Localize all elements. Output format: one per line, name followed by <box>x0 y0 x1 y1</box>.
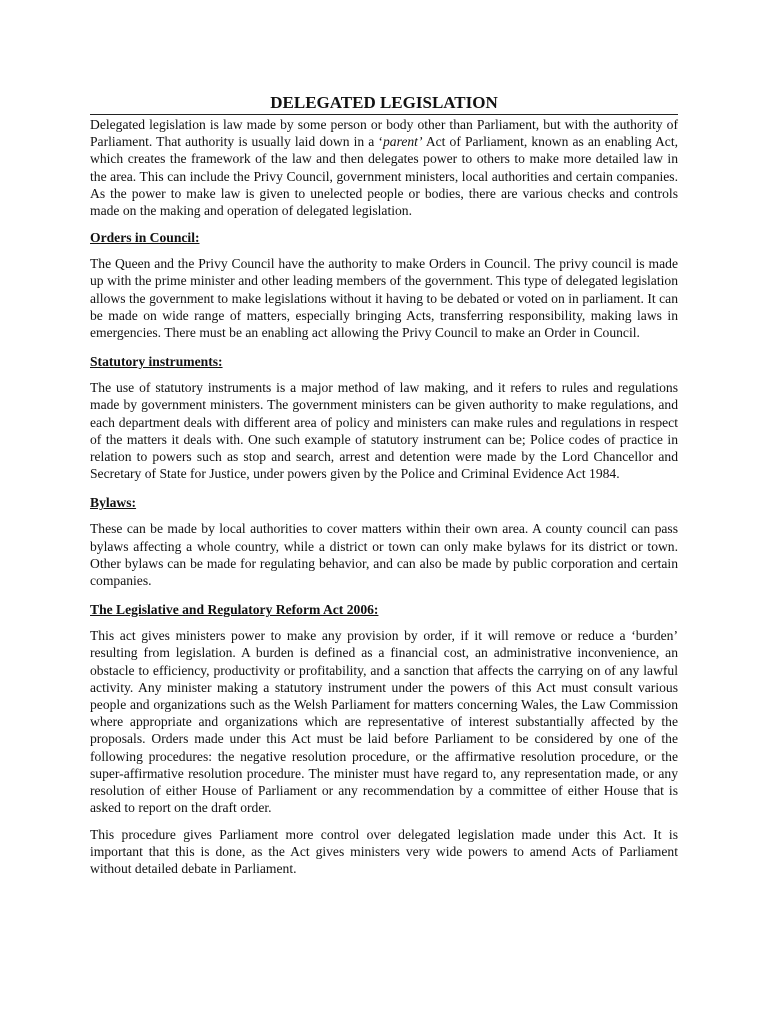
section-paragraph: The use of statutory instruments is a major method of law making, and it refers to rules and regulations made by government ministers. The government ministers can be given authority to make regulations, and each department deals with different area of policy and ministers can make rules and regulations in respect of the matters it deals with. One such example of statutory instrument can be; Police codes of practice in relation to powers such as stop and search, arrest and detention were made by the Lord Chancellor and Secretary of State for Justice, under powers given by the Police and Criminal Evidence Act 1984. <box>90 380 678 482</box>
section-paragraph: This act gives ministers power to make any provision by order, if it will remove or reduce a ‘burden’ resulting from legislation. A burden is defined as a financial cost, an administrative inconvenience, an obstacle to efficiency, productivity or profitability, and a sanction that affects the carrying on of any lawful activity. Any minister making a statutory instrument under the powers of this Act must consult various people and organizations such as the Welsh Parliament for matters concerning Wales, the Law Commission where appropriate and organizations which are representative of interest substantially affected by the proposals. Orders made under this Act must be laid before Parliament to be considered by one of the following procedures: the negative resolution procedure, or the affirmative resolution procedure, or the super-affirmative resolution procedure. The minister must have regard to, any representation made, or any resolution of either House of Parliament or any recommendation by a committee of either House that is asked to report on the draft order. <box>90 628 678 816</box>
document-body <box>90 93 678 877</box>
section-paragraph: The Queen and the Privy Council have the authority to make Orders in Council. The privy council is made up with the prime minister and other leading members of the government. This type of delegated legislation allows the government to make legislations without it having to be debated or voted on in parliament. It can be made on wide range of matters, especially bringing Acts, transferring responsibility, making laws in emergencies. There must be an enabling act allowing the Privy Council to make an Order in Council. <box>90 256 678 341</box>
section-paragraph: This procedure gives Parliament more control over delegated legislation made under this Act. It is important that this is done, as the Act gives ministers very wide powers to amend Acts of Parliament without detailed debate in Parliament. <box>90 826 678 876</box>
intro-paragraph <box>90 116 678 219</box>
section-heading-bylaws: Bylaws: <box>90 495 137 511</box>
section-paragraph: These can be made by local authorities to cover matters within their own area. A county council can pass bylaws affecting a whole country, while a district or town can only make bylaws for its district or town. Other bylaws can be made for regulating behavior, and can also be made by public corporation and certain companies. <box>90 521 678 589</box>
intro-text-1: Delegated legislation is law made by some person or body other than Parliament, but with the authority of Parliament. That authority is usually laid down in a ‘ <box>90 117 678 150</box>
intro-text-2: Act of Parliament, known as an enabling Act, which creates the framework of the law and then delegates power to others to make more detailed law in the area. This can include the Privy Council, government ministers, local authorities and certain companies. As the power to make law is given to unelected people or bodies, there are various checks and controls made on the making and operation of delegated legislation. <box>90 134 678 219</box>
document-title: DELEGATED LEGISLATION <box>90 93 678 115</box>
intro-italic-parent: parent’ <box>382 134 423 150</box>
section-heading-legislative-regulatory-reform-act: The Legislative and Regulatory Reform Act 2006: <box>90 602 379 618</box>
section-heading-orders-in-council: Orders in Council: <box>90 230 200 246</box>
section-heading-statutory-instruments: Statutory instruments: <box>90 354 223 370</box>
